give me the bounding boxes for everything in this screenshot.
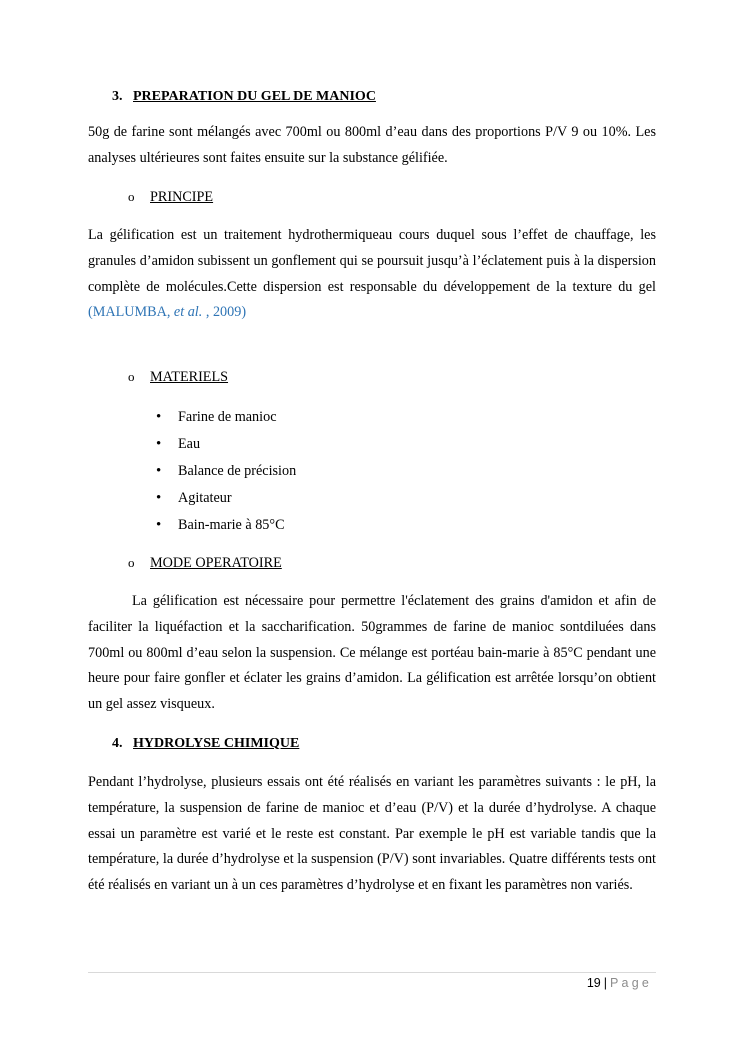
section-4-title: HYDROLYSE CHIMIQUE [133,736,300,751]
mode-operatoire-title: MODE OPERATOIRE [150,555,282,571]
section-4-paragraph: Pendant l’hydrolyse, plusieurs essais ont été réalisés en variant les paramètres suivants : le pH, la température, la suspension de farine de manioc et d’eau (P/V) et la durée d’hydrolyse. A chaque essai un paramètre est varié et le reste est constant. Par exemple le pH est variable tandis que la température, la durée d’hydrolyse et la suspension (P/V) sont invariables. Quatre différents tests ont été réalisés en variant un à un ces paramètres d’hydrolyse et en fixant les paramètres non variés. [88,774,656,894]
mode-operatoire-heading [128,550,282,576]
section-3-heading [112,84,376,110]
citation-close: , 2009) [202,304,247,321]
mode-operatoire-bullet: o [128,555,135,570]
section-4-number: 4. [112,736,123,751]
list-item: • Eau [156,431,296,458]
page-label: Page [610,976,652,990]
principe-paragraph [88,223,656,326]
principe-heading [128,184,213,210]
materiels-heading [128,364,228,390]
principe-text: La gélification est un traitement hydrothermiqueau cours duquel sous l’effet de chauffage, les granules d’amidon subissent un gonflement qui se poursuit jusqu’à l’éclatement puis à la dispersion complète de molécules.Cette dispersion est responsable du développement de la texture du gel [88,227,656,295]
materiels-bullet: o [128,369,135,384]
section-4-heading [112,731,299,757]
principe-bullet: o [128,189,135,204]
section-3-title: PREPARATION DU GEL DE MANIOC [133,89,376,104]
list-item: • Bain-marie à 85°C [156,512,296,539]
citation-etal: et al. [173,304,203,321]
materiels-list [156,404,296,539]
page-number: 19 [586,976,601,990]
principe-title: PRINCIPE [150,189,214,205]
materiels-title: MATERIELS [150,369,229,385]
list-item: • Farine de manioc [156,404,296,431]
footer-separator: | [603,976,607,990]
footer-divider [88,972,656,973]
list-item: • Agitateur [156,485,296,512]
principe-citation [88,304,246,320]
mode-operatoire-paragraph: La gélification est nécessaire pour permettre l'éclatement des grains d'amidon et afin de faciliter la liquéfaction et la saccharification. 50grammes de farine de manioc sontdiluées dans 700ml ou 800ml d’eau selon la suspension. Ce mélange est portéau bain-marie à 85°C pendant une heure pour faire gonfler et éclater les grains d’amidon. La gélification est arrêtée lorsqu’on obtient un gel assez visqueux. [88,593,656,713]
citation-open: (MALUMBA, [88,304,174,321]
section-3-intro: 50g de farine sont mélangés avec 700ml ou 800ml d’eau dans des proportions P/V 9 ou 10%. Les analyses ultérieures sont faites ensuite sur la substance gélifiée. [88,124,656,166]
list-item: • Balance de précision [156,458,296,485]
page-footer [587,974,652,992]
section-3-number: 3. [112,89,123,104]
